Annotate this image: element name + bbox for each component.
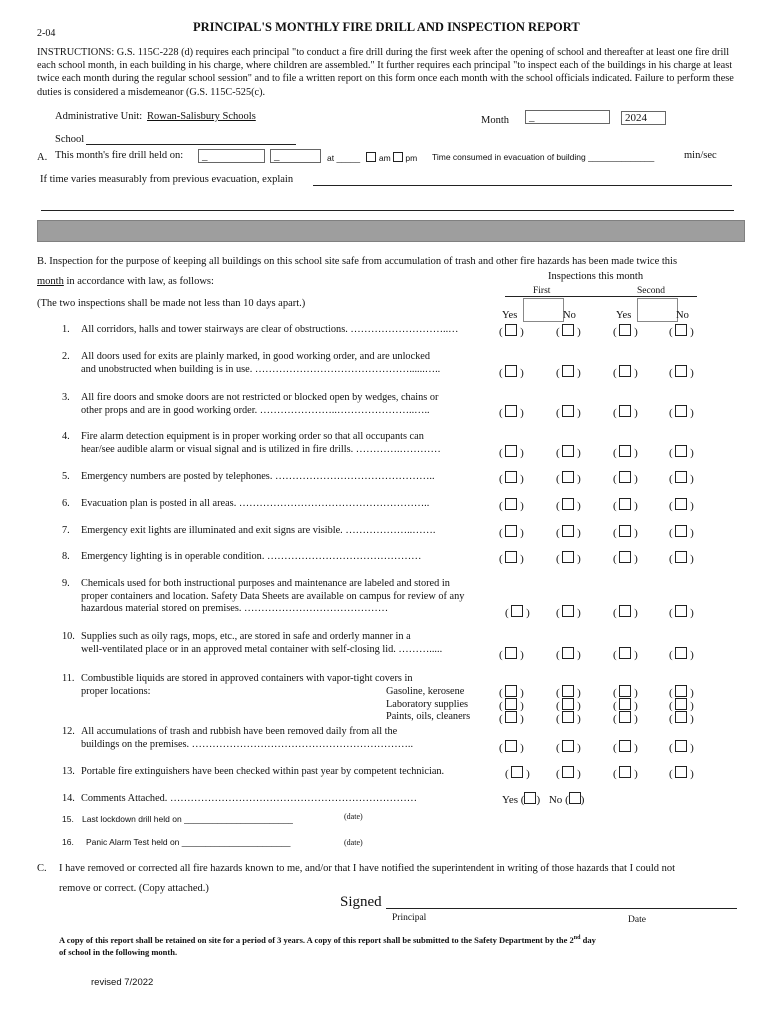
inspections-label: Inspections this month	[548, 271, 644, 282]
item-8-second-no-checkbox[interactable]	[675, 551, 687, 563]
am-label: am	[378, 153, 391, 163]
item-12-second-yes-checkbox[interactable]	[619, 740, 631, 752]
item-1: 1. All corridors, halls and tower stairways are clear of obstructions. ………………………..…	[62, 324, 459, 335]
item-7-first-yes-group: ( )	[499, 527, 524, 539]
item-1-second-no-checkbox[interactable]	[675, 324, 687, 336]
item-9-first-yes-checkbox[interactable]	[511, 605, 523, 617]
item-11-gasoline-second-yes-group: ( )	[613, 687, 638, 699]
item-13-second-yes-group: ( )	[613, 768, 638, 780]
item-1-second-yes-checkbox[interactable]	[619, 324, 631, 336]
item-11-lab-first-no-checkbox[interactable]	[562, 698, 574, 710]
item-3-second-yes-checkbox[interactable]	[619, 405, 631, 417]
explain-line-2[interactable]	[41, 210, 734, 211]
drill-time-field[interactable]: _	[270, 149, 321, 163]
item-4: 4. Fire alarm detection equipment is in proper working order so that all occupants can hear/see audible alarm or visual signal and is utilized in fire drills. ………….…………	[62, 431, 441, 455]
item-8-first-yes-checkbox[interactable]	[505, 551, 517, 563]
item-13-second-yes-checkbox[interactable]	[619, 766, 631, 778]
item-1-second-yes-group: ( )	[613, 326, 638, 338]
item-5-first-yes-checkbox[interactable]	[505, 471, 517, 483]
item-2-first-yes-group: ( )	[499, 367, 524, 379]
liquid-lab-supplies: Laboratory supplies	[386, 698, 469, 710]
item-7: 7. Emergency exit lights are illuminated and exit signs are visible. ………………..…….	[62, 525, 436, 536]
item-11-lab-first-no-group: ( )	[556, 700, 581, 712]
item-8-first-yes-group: ( )	[499, 553, 524, 565]
item-8-second-no-group: ( )	[669, 553, 694, 565]
retention-note-line2: of school in the following month.	[59, 947, 178, 957]
item-3-second-no-checkbox[interactable]	[675, 405, 687, 417]
item-6-second-yes-checkbox[interactable]	[619, 498, 631, 510]
item-13-second-no-checkbox[interactable]	[675, 766, 687, 778]
first-inspection-label: First	[533, 286, 551, 296]
item-11-paints-first-yes-group: ( )	[499, 713, 524, 725]
item-11-gasoline-first-yes-checkbox[interactable]	[505, 685, 517, 697]
item-8-second-yes-checkbox[interactable]	[619, 551, 631, 563]
item-8: 8. Emergency lighting is in operable condition. ………………………………………	[62, 551, 422, 562]
item-11-gasoline-second-yes-checkbox[interactable]	[619, 685, 631, 697]
month-field[interactable]: _	[525, 110, 610, 124]
lockdown-date-blank[interactable]: _______________________	[184, 814, 293, 824]
inspection-note: (The two inspections shall be made not less than 10 days apart.)	[37, 298, 306, 309]
liquid-paints: Paints, oils, cleaners	[386, 711, 471, 722]
item-12-second-no-checkbox[interactable]	[675, 740, 687, 752]
item-9-second-no-group: ( )	[669, 607, 694, 619]
item-6-second-no-checkbox[interactable]	[675, 498, 687, 510]
item-13: 13. Portable fire extinguishers have been checked within past year by competent technician.	[62, 766, 445, 777]
liquids-list	[386, 686, 470, 724]
item-5-first-no-group: ( )	[556, 473, 581, 485]
item-13-first-yes-checkbox[interactable]	[511, 766, 523, 778]
item-2-second-no-checkbox[interactable]	[675, 365, 687, 377]
panic-alarm-date-blank[interactable]: _______________________	[181, 837, 291, 847]
school-line[interactable]	[86, 144, 296, 145]
admin-unit-value: Rowan-Salisbury Schools	[147, 111, 256, 122]
section-c-letter: C.	[37, 863, 47, 874]
second-yes-header: Yes	[616, 310, 632, 321]
item-10-second-yes-group: ( )	[613, 649, 638, 661]
item-6-second-yes-group: ( )	[613, 500, 638, 512]
item-11-paints-second-yes-group: ( )	[613, 713, 638, 725]
item-11-lab-first-yes-checkbox[interactable]	[505, 698, 517, 710]
item-15: 15. Last lockdown drill held on _______________________	[62, 814, 293, 824]
item-11-paints-second-no-checkbox[interactable]	[675, 711, 687, 723]
item-9-second-yes-checkbox[interactable]	[619, 605, 631, 617]
item-9: 9. Chemicals used for both instructional purposes and maintenance are labeled and stored in proper containers and location. Safety Data Sheets are available on campus for review of any hazardous material stored on premises. ……………………………………	[62, 578, 465, 614]
item-4-first-yes-checkbox[interactable]	[505, 445, 517, 457]
item-11-lab-first-yes-group: ( )	[499, 700, 524, 712]
item-5-first-no-checkbox[interactable]	[562, 471, 574, 483]
explain-line-1[interactable]	[313, 185, 732, 186]
item-1-first-yes-checkbox[interactable]	[505, 324, 517, 336]
item-11-paints-first-no-checkbox[interactable]	[562, 711, 574, 723]
item-1-second-no-group: ( )	[669, 326, 694, 338]
item-5-first-yes-group: ( )	[499, 473, 524, 485]
date-label: Date	[628, 915, 646, 925]
section-b-intro-line1: B. Inspection for the purpose of keeping all buildings on this school site safe from accumulation of trash and other fire hazards has been made twice this	[37, 256, 678, 267]
second-inspection-label: Second	[637, 286, 665, 296]
first-inspection-date-field[interactable]	[523, 298, 564, 322]
school-label: School	[55, 134, 85, 145]
item-4-first-yes-group: ( )	[499, 447, 524, 459]
am-checkbox[interactable]	[366, 152, 376, 162]
month-label: Month	[481, 115, 510, 126]
item-9-second-no-checkbox[interactable]	[675, 605, 687, 617]
instructions-paragraph: INSTRUCTIONS: G.S. 115C-228 (d) requires each principal "to conduct a fire drill during the first week after the opening of school and thereafter at least one fire drill each school month, in each building in his charge, where children are assembled." It further requires each principal "to inspect each of the buildings in his charge at least twice each month during the regular school session" and to file a written report on this form once each month with the school officials indicated. Failure to perform these duties is considered a misdemeanor (G.S. 115C-525(c).	[37, 47, 734, 98]
item-3-second-yes-group: ( )	[613, 407, 638, 419]
pm-checkbox[interactable]	[393, 152, 403, 162]
item-10-second-no-checkbox[interactable]	[675, 647, 687, 659]
item-7-second-yes-checkbox[interactable]	[619, 525, 631, 537]
item-11-gasoline-second-no-group: ( )	[669, 687, 694, 699]
first-yes-header: Yes	[502, 310, 518, 321]
section-c-line2: remove or correct. (Copy attached.)	[59, 883, 209, 894]
item-3-first-yes-group: ( )	[499, 407, 524, 419]
item-11-lab-second-no-checkbox[interactable]	[675, 698, 687, 710]
item-7-first-no-checkbox[interactable]	[562, 525, 574, 537]
item-11-lab-second-no-group: ( )	[669, 700, 694, 712]
year-field[interactable]: 2024	[621, 111, 666, 125]
item-5-second-no-checkbox[interactable]	[675, 471, 687, 483]
drill-date-field[interactable]: _	[198, 149, 265, 163]
item-11-gasoline-first-no-group: ( )	[556, 687, 581, 699]
pm-label: pm	[405, 153, 418, 163]
item-13-first-yes-group: ( )	[505, 768, 530, 780]
comments-yes-label: Yes	[502, 794, 519, 806]
item-11-paints-second-no-group: ( )	[669, 713, 694, 725]
item-12: 12. All accumulations of trash and rubbish have been removed daily from all the buildings on the premises. ………………………………………………………..	[62, 726, 414, 750]
item-2: 2. All doors used for exits are plainly marked, in good working order, and are unlocked and unobstructed when building is in use. ………………………………………......…..	[62, 351, 441, 375]
item-1-first-no-group: ( )	[556, 326, 581, 338]
item-11-paints-first-yes-checkbox[interactable]	[505, 711, 517, 723]
item-2-first-yes-checkbox[interactable]	[505, 365, 517, 377]
item-7-second-no-group: ( )	[669, 527, 694, 539]
section-c-line1: I have removed or corrected all fire hazards known to me, and/or that I have notified the superintendent in writing of those hazards that I could not	[59, 863, 676, 874]
section-a-letter: A.	[37, 152, 48, 163]
item-6-first-no-checkbox[interactable]	[562, 498, 574, 510]
item-10-second-yes-checkbox[interactable]	[619, 647, 631, 659]
signed-label: Signed	[340, 894, 382, 910]
section-divider-bar	[37, 220, 745, 242]
item-4-second-no-checkbox[interactable]	[675, 445, 687, 457]
second-inspection-date-field[interactable]	[637, 298, 678, 322]
section-b-intro-month: month	[37, 276, 64, 287]
item-15-date-label: (date)	[344, 812, 363, 821]
item-7-first-yes-checkbox[interactable]	[505, 525, 517, 537]
item-10-second-no-group: ( )	[669, 649, 694, 661]
item-5-second-yes-checkbox[interactable]	[619, 471, 631, 483]
item-10-first-yes-checkbox[interactable]	[505, 647, 517, 659]
item-12-first-yes-checkbox[interactable]	[505, 740, 517, 752]
item-13-first-no-checkbox[interactable]	[562, 766, 574, 778]
item-3-first-yes-checkbox[interactable]	[505, 405, 517, 417]
item-7-second-no-checkbox[interactable]	[675, 525, 687, 537]
item-4-second-yes-checkbox[interactable]	[619, 445, 631, 457]
item-2-second-yes-group: ( )	[613, 367, 638, 379]
item-10: 10. Supplies such as oily rags, mops, etc., are stored in safe and orderly manner in a well-ventilated place or in an approved metal container with self-closing lid. ……….....	[62, 631, 443, 655]
page-title: PRINCIPAL'S MONTHLY FIRE DRILL AND INSPECTION REPORT	[193, 20, 580, 34]
item-16-date-label: (date)	[344, 838, 363, 847]
item-3: 3. All fire doors and smoke doors are not restricted or blocked open by wedges, chains or other props and are in good working order. …………………..…………………..…..	[62, 392, 439, 416]
item-6-first-yes-group: ( )	[499, 500, 524, 512]
comments-no-checkbox[interactable]	[569, 792, 581, 804]
at-label: at _____	[327, 153, 361, 163]
item-4-second-no-group: ( )	[669, 447, 694, 459]
item-11-paints-first-no-group: ( )	[556, 713, 581, 725]
item-2-first-no-group: ( )	[556, 367, 581, 379]
drill-date-label: This month's fire drill held on:	[55, 150, 184, 161]
evac-time-label: Time consumed in evacuation of building ______________	[432, 152, 655, 162]
item-14: 14. Comments Attached. ………………………………………………………………	[62, 793, 418, 804]
item-2-second-yes-checkbox[interactable]	[619, 365, 631, 377]
item-6-second-no-group: ( )	[669, 500, 694, 512]
item-11: 11. Combustible liquids are stored in approved containers with vapor-tight covers in proper locations:	[62, 673, 413, 697]
item-11-lab-second-yes-checkbox[interactable]	[619, 698, 631, 710]
item-6: 6. Evacuation plan is posted in all areas. ………………………………………………..	[62, 498, 430, 509]
item-5-second-yes-group: ( )	[613, 473, 638, 485]
item-11-lab-second-yes-group: ( )	[613, 700, 638, 712]
item-5: 5. Emergency numbers are posted by telephones. ………………………………………..	[62, 471, 435, 482]
revised-date: revised 7/2022	[91, 977, 154, 988]
item-1-first-no-checkbox[interactable]	[562, 324, 574, 336]
item-12-second-no-group: ( )	[669, 742, 694, 754]
item-12-first-no-group: ( )	[556, 742, 581, 754]
comments-yes-checkbox[interactable]	[524, 792, 536, 804]
item-10-first-yes-group: ( )	[499, 649, 524, 661]
item-13-first-no-group: ( )	[556, 768, 581, 780]
liquid-gasoline: Gasoline, kerosene	[386, 686, 465, 697]
item-8-first-no-checkbox[interactable]	[562, 551, 574, 563]
item-9-first-no-group: ( )	[556, 607, 581, 619]
principal-label: Principal	[392, 913, 427, 923]
retention-note: A copy of this report shall be retained on site for a period of 3 years. A copy of this report shall be submitted to the Safety Department by the 2nd day	[59, 935, 596, 945]
form-code: 2-04	[37, 28, 56, 39]
item-8-first-no-group: ( )	[556, 553, 581, 565]
item-11-gasoline-first-no-checkbox[interactable]	[562, 685, 574, 697]
item-11-gasoline-second-no-checkbox[interactable]	[675, 685, 687, 697]
section-b-intro-line2: in accordance with law, as follows:	[63, 276, 214, 287]
item-9-first-yes-group: ( )	[505, 607, 530, 619]
inspection-header-rule	[505, 296, 697, 297]
item-6-first-no-group: ( )	[556, 500, 581, 512]
item-11-gasoline-first-yes-group: ( )	[499, 687, 524, 699]
item-12-first-no-checkbox[interactable]	[562, 740, 574, 752]
item-3-second-no-group: ( )	[669, 407, 694, 419]
item-12-second-yes-group: ( )	[613, 742, 638, 754]
item-9-second-yes-group: ( )	[613, 607, 638, 619]
item-10-first-no-checkbox[interactable]	[562, 647, 574, 659]
item-1-first-yes-group: ( )	[499, 326, 524, 338]
second-no-header: No	[676, 310, 689, 321]
item-9-first-no-checkbox[interactable]	[562, 605, 574, 617]
signature-line[interactable]	[386, 908, 737, 909]
admin-unit-label: Administrative Unit:	[55, 111, 143, 122]
first-no-header: No	[563, 310, 576, 321]
item-5-second-no-group: ( )	[669, 473, 694, 485]
item-12-first-yes-group: ( )	[499, 742, 524, 754]
item-2-first-no-checkbox[interactable]	[562, 365, 574, 377]
item-6-first-yes-checkbox[interactable]	[505, 498, 517, 510]
comments-no-label: No	[548, 794, 563, 806]
item-4-second-yes-group: ( )	[613, 447, 638, 459]
item-3-first-no-group: ( )	[556, 407, 581, 419]
item-2-second-no-group: ( )	[669, 367, 694, 379]
item-7-second-yes-group: ( )	[613, 527, 638, 539]
item-4-first-no-checkbox[interactable]	[562, 445, 574, 457]
evac-time-unit: min/sec	[684, 150, 717, 161]
item-10-first-no-group: ( )	[556, 649, 581, 661]
explain-label: If time varies measurably from previous evacuation, explain	[40, 174, 294, 185]
item-7-first-no-group: ( )	[556, 527, 581, 539]
item-13-second-no-group: ( )	[669, 768, 694, 780]
item-8-second-yes-group: ( )	[613, 553, 638, 565]
item-4-first-no-group: ( )	[556, 447, 581, 459]
item-16: 16. Panic Alarm Test held on _______________________	[62, 837, 291, 847]
item-11-paints-second-yes-checkbox[interactable]	[619, 711, 631, 723]
item-3-first-no-checkbox[interactable]	[562, 405, 574, 417]
